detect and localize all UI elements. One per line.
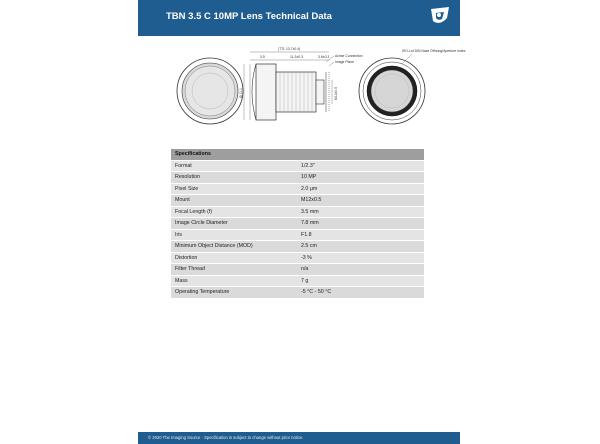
page-title: TBN 3.5 C 10MP Lens Technical Data xyxy=(166,11,332,22)
label-mount: ISO-Lot DIN Nase Öffnung/Aperture Index xyxy=(402,49,466,53)
spec-label: Format xyxy=(171,160,297,172)
table-row xyxy=(171,252,424,264)
spec-label: Filter Thread xyxy=(171,264,297,276)
table-row xyxy=(171,275,424,287)
spec-value: 7 g xyxy=(297,275,424,287)
spec-value: 7.8 mm xyxy=(297,218,424,230)
label-image-plane: Image Plane xyxy=(335,60,355,64)
spec-label: Mount xyxy=(171,195,297,207)
spec-label: Pixel Size xyxy=(171,183,297,195)
spec-value: n/a xyxy=(297,264,424,276)
dim-c: 3.6±0.3 xyxy=(318,55,330,59)
table-row xyxy=(171,229,424,241)
table-row xyxy=(171,160,424,172)
table-row xyxy=(171,218,424,230)
imaging-source-logo-icon xyxy=(428,4,452,28)
lens-technical-drawing xyxy=(166,42,466,140)
label-anchor: Achse Connection xyxy=(335,54,363,58)
header-bar xyxy=(138,0,460,36)
table-header-row xyxy=(171,149,424,160)
table-row xyxy=(171,206,424,218)
table-row xyxy=(171,264,424,276)
table-heading: Specifications xyxy=(171,149,424,160)
table-row xyxy=(171,172,424,184)
datasheet-page xyxy=(138,0,466,444)
spec-label: Iris xyxy=(171,229,297,241)
specifications-table xyxy=(171,149,424,299)
spec-label: Mass xyxy=(171,275,297,287)
dim-total-length: (TTL 13.7±0.4) xyxy=(278,47,301,51)
lens-rear-view xyxy=(359,49,466,124)
spec-label: Distortion xyxy=(171,252,297,264)
dim-thread: M12x0.5 xyxy=(334,86,338,100)
table-row xyxy=(171,287,424,299)
spec-value: -5 °C - 50 °C xyxy=(297,287,424,299)
lens-front-view xyxy=(177,58,243,124)
dim-diameter: Ø 11.1 xyxy=(239,88,243,98)
spec-label: Focal Length (f) xyxy=(171,206,297,218)
table-row xyxy=(171,183,424,195)
spec-value: -3 % xyxy=(297,252,424,264)
spec-value: 1/2.3" xyxy=(297,160,424,172)
spec-value: 2.5 cm xyxy=(297,241,424,253)
dim-a: 3.5 xyxy=(260,55,265,59)
lens-side-view xyxy=(239,47,363,120)
dim-b: 11.3±0.3 xyxy=(290,55,303,59)
spec-label: Image Circle Diameter xyxy=(171,218,297,230)
table-row xyxy=(171,195,424,207)
spec-label: Minimum Object Distance (MOD) xyxy=(171,241,297,253)
spec-value: 3.5 mm xyxy=(297,206,424,218)
spec-value: M12x0.5 xyxy=(297,195,424,207)
spec-value: 10 MP xyxy=(297,172,424,184)
spec-value: 2.0 µm xyxy=(297,183,424,195)
footer-bar xyxy=(138,432,460,444)
spec-label: Resolution xyxy=(171,172,297,184)
table-row xyxy=(171,241,424,253)
footer-text: © 2020 The Imaging Source · Specification is subject to change without prior notice. xyxy=(148,435,304,440)
spec-label: Operating Temperature xyxy=(171,287,297,299)
spec-value: F1.8 xyxy=(297,229,424,241)
